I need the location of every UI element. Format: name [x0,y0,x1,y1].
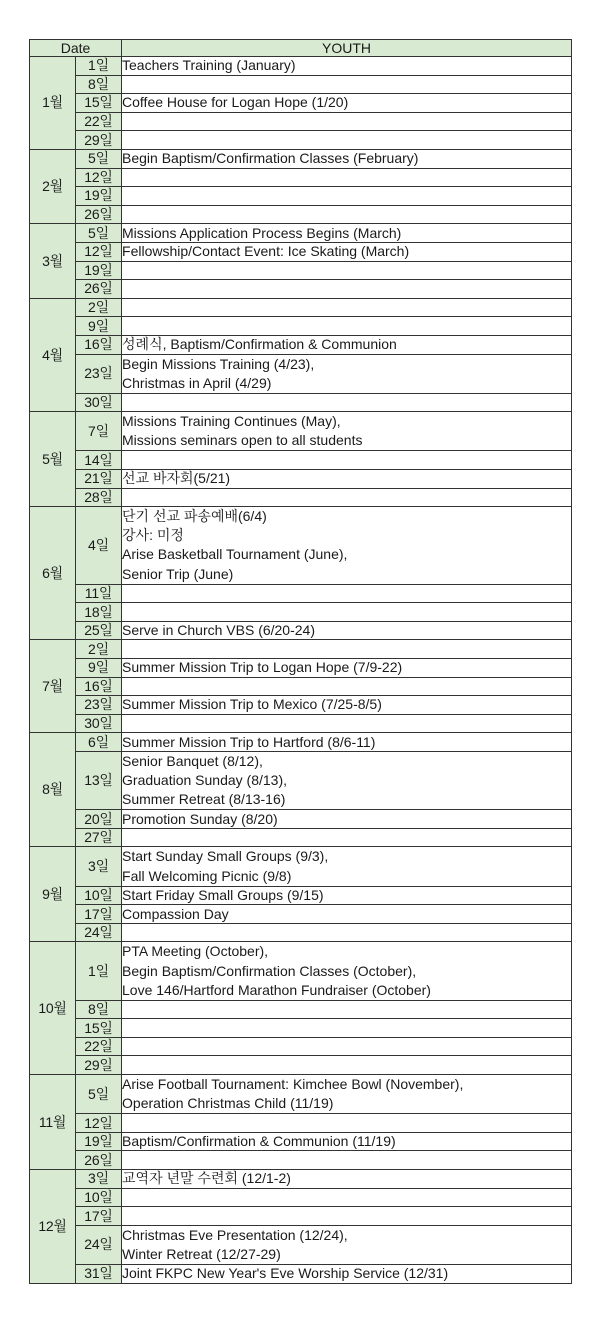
day-label: 5일 [76,149,122,168]
day-label: 18일 [76,603,122,622]
youth-column-header: YOUTH [122,40,572,57]
event-cell [122,923,572,942]
event-text: Christmas in April (4/29) [122,374,272,391]
event-cell [122,714,572,733]
event-text: Senior Trip (June) [122,565,234,582]
event-text: Serve in Church VBS (6/20-24) [122,622,315,639]
schedule-row [30,751,572,809]
event-cell [122,261,572,280]
schedule-row [30,942,572,1000]
event-cell [122,1056,572,1075]
event-text: Missions Application Process Begins (March) [122,224,402,241]
event-text: Baptism/Confirmation & Communion (11/19) [122,1133,396,1150]
day-label: 12일 [76,1114,122,1133]
day-label: 16일 [76,335,122,354]
event-text: Compassion Day [122,905,229,922]
schedule-row [30,242,572,261]
event-text: Missions seminars open to all students [122,432,363,449]
schedule-row [30,1207,572,1226]
event-cell [122,470,572,489]
schedule-row [30,317,572,336]
event-cell [122,1188,572,1207]
day-label: 10일 [76,886,122,905]
month-label: 9월 [30,847,76,942]
event-cell [122,1000,572,1019]
day-label: 22일 [76,1037,122,1056]
schedule-row [30,507,572,584]
schedule-row [30,696,572,715]
event-cell [122,298,572,317]
schedule-row [30,1019,572,1038]
schedule-row [30,1000,572,1019]
day-label: 26일 [76,1151,122,1170]
schedule-row [30,714,572,733]
event-text: Begin Baptism/Confirmation Classes (October), [122,962,417,979]
event-cell [122,507,572,584]
schedule-row [30,1056,572,1075]
day-label: 19일 [76,261,122,280]
schedule-row [30,905,572,924]
schedule-row [30,677,572,696]
month-label: 4월 [30,298,76,412]
day-label: 9일 [76,317,122,336]
day-label: 1일 [76,57,122,76]
schedule-row [30,1132,572,1151]
schedule-row [30,224,572,243]
schedule-row [30,1265,572,1284]
schedule-row [30,621,572,640]
event-text: Begin Baptism/Confirmation Classes (February) [122,150,419,167]
day-label: 17일 [76,1207,122,1226]
event-text: Summer Mission Trip to Logan Hope (7/9-22) [122,659,403,676]
youth-schedule-table [29,39,572,1284]
day-label: 22일 [76,112,122,131]
schedule-row [30,149,572,168]
event-text: Love 146/Hartford Marathon Fundraiser (October) [122,981,431,998]
event-cell [122,886,572,905]
schedule-row [30,75,572,94]
event-text: Start Friday Small Groups (9/15) [122,886,324,903]
event-text: Fall Welcoming Picnic (9/8) [122,867,292,884]
day-label: 7일 [76,412,122,451]
date-column-header: Date [30,40,122,57]
event-cell [122,168,572,187]
schedule-row [30,584,572,603]
event-text: Christmas Eve Presentation (12/24), [122,1226,348,1243]
schedule-row [30,94,572,113]
day-label: 25일 [76,621,122,640]
event-text: 강사: 미정 [122,527,184,544]
schedule-row [30,886,572,905]
month-label: 7월 [30,640,76,733]
event-cell [122,1037,572,1056]
schedule-row [30,451,572,470]
event-cell [122,1151,572,1170]
month-label: 12월 [30,1170,76,1284]
day-label: 9일 [76,659,122,678]
day-label: 17일 [76,905,122,924]
day-label: 12일 [76,168,122,187]
schedule-row [30,828,572,847]
month-label: 10월 [30,942,76,1075]
event-cell [122,205,572,224]
event-text: Promotion Sunday (8/20) [122,810,278,827]
schedule-row [30,733,572,752]
day-label: 21일 [76,470,122,489]
day-label: 30일 [76,714,122,733]
event-cell [122,112,572,131]
schedule-row [30,412,572,451]
day-label: 2일 [76,640,122,659]
schedule-row [30,298,572,317]
event-text: Summer Retreat (8/13-16) [122,791,286,808]
event-cell [122,828,572,847]
day-label: 13일 [76,751,122,809]
day-label: 12일 [76,242,122,261]
schedule-row [30,131,572,150]
schedule-body [30,57,572,1284]
day-label: 3일 [76,847,122,886]
day-label: 19일 [76,1132,122,1151]
month-label: 3월 [30,224,76,298]
schedule-row [30,488,572,507]
day-label: 11일 [76,584,122,603]
event-cell [122,1207,572,1226]
event-text: Coffee House for Logan Hope (1/20) [122,94,349,111]
event-cell [122,905,572,924]
day-label: 10일 [76,1188,122,1207]
event-cell [122,659,572,678]
event-text: Missions Training Continues (May), [122,413,341,430]
day-label: 29일 [76,131,122,150]
schedule-row [30,335,572,354]
day-label: 24일 [76,1225,122,1264]
event-text: Graduation Sunday (8/13), [122,772,288,789]
event-text: 선교 바자회(5/21) [122,470,231,487]
event-text: Summer Mission Trip to Hartford (8/6-11) [122,733,376,750]
event-cell [122,354,572,393]
event-cell [122,242,572,261]
schedule-row [30,640,572,659]
event-cell [122,810,572,829]
event-text: 단기 선교 파송예배(6/4) [122,508,267,525]
schedule-row [30,280,572,299]
event-cell [122,1170,572,1189]
day-label: 26일 [76,205,122,224]
schedule-row [30,810,572,829]
event-text: Operation Christmas Child (11/19) [122,1095,334,1112]
day-label: 19일 [76,187,122,206]
schedule-row [30,1114,572,1133]
schedule-row [30,470,572,489]
day-label: 5일 [76,1075,122,1114]
day-label: 30일 [76,393,122,412]
event-cell [122,335,572,354]
event-text: Teachers Training (January) [122,57,296,74]
day-label: 28일 [76,488,122,507]
month-label: 5월 [30,412,76,507]
day-label: 16일 [76,677,122,696]
event-cell [122,584,572,603]
day-label: 24일 [76,923,122,942]
schedule-row [30,112,572,131]
day-label: 8일 [76,75,122,94]
header-row [30,40,572,57]
day-label: 23일 [76,354,122,393]
schedule-row [30,393,572,412]
event-cell [122,94,572,113]
day-label: 20일 [76,810,122,829]
event-text: Arise Football Tournament: Kimchee Bowl (November), [122,1076,464,1093]
event-cell [122,847,572,886]
event-cell [122,1114,572,1133]
day-label: 14일 [76,451,122,470]
day-label: 4일 [76,507,122,584]
event-text: Joint FKPC New Year's Eve Worship Service (12/31) [122,1265,449,1282]
event-cell [122,412,572,451]
month-label: 2월 [30,149,76,223]
schedule-row [30,659,572,678]
day-label: 29일 [76,1056,122,1075]
event-cell [122,451,572,470]
event-text: 성례식, Baptism/Confirmation & Communion [122,336,397,353]
event-cell [122,696,572,715]
event-cell [122,942,572,1000]
day-label: 27일 [76,828,122,847]
event-text: Begin Missions Training (4/23), [122,355,315,372]
event-cell [122,149,572,168]
event-cell [122,640,572,659]
schedule-row [30,1225,572,1264]
event-cell [122,621,572,640]
schedule-row [30,168,572,187]
event-cell [122,75,572,94]
schedule-row [30,57,572,76]
event-cell [122,57,572,76]
month-label: 1월 [30,57,76,150]
event-text: Start Sunday Small Groups (9/3), [122,848,329,865]
month-label: 8월 [30,733,76,847]
day-label: 31일 [76,1265,122,1284]
schedule-row [30,261,572,280]
event-cell [122,317,572,336]
event-cell [122,603,572,622]
event-cell [122,280,572,299]
event-cell [122,131,572,150]
event-cell [122,1075,572,1114]
event-cell [122,187,572,206]
day-label: 15일 [76,1019,122,1038]
schedule-row [30,923,572,942]
schedule-row [30,1075,572,1114]
event-cell [122,224,572,243]
event-cell [122,733,572,752]
event-cell [122,751,572,809]
event-cell [122,1132,572,1151]
event-text: Winter Retreat (12/27-29) [122,1245,281,1262]
day-label: 23일 [76,696,122,715]
event-cell [122,488,572,507]
event-text: Arise Basketball Tournament (June), [122,546,348,563]
schedule-row [30,1188,572,1207]
schedule-row [30,354,572,393]
schedule-row [30,1037,572,1056]
month-label: 11월 [30,1075,76,1170]
schedule-row [30,847,572,886]
event-text: Fellowship/Contact Event: Ice Skating (March) [122,243,410,260]
day-label: 15일 [76,94,122,113]
day-label: 3일 [76,1170,122,1189]
schedule-row [30,603,572,622]
event-text: 교역자 년말 수련회 (12/1-2) [122,1170,291,1187]
day-label: 5일 [76,224,122,243]
schedule-row [30,205,572,224]
day-label: 8일 [76,1000,122,1019]
event-text: PTA Meeting (October), [122,943,269,960]
event-text: Summer Mission Trip to Mexico (7/25-8/5) [122,696,382,713]
schedule-row [30,1151,572,1170]
day-label: 6일 [76,733,122,752]
month-label: 6월 [30,507,76,640]
event-cell [122,1265,572,1284]
day-label: 2일 [76,298,122,317]
day-label: 1일 [76,942,122,1000]
event-cell [122,677,572,696]
event-text: Senior Banquet (8/12), [122,752,263,769]
event-cell [122,1019,572,1038]
day-label: 26일 [76,280,122,299]
event-cell [122,393,572,412]
schedule-row [30,187,572,206]
event-cell [122,1225,572,1264]
schedule-row [30,1170,572,1189]
